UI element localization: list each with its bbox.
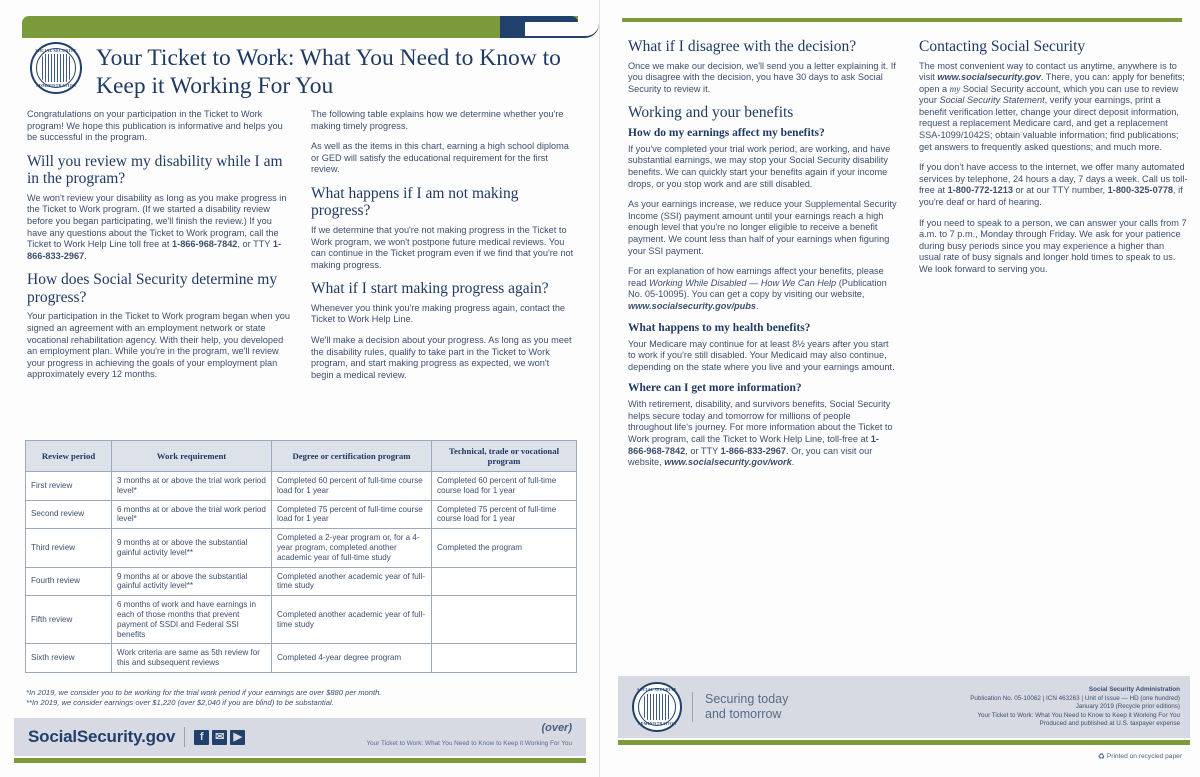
phone-ticket-help-line: 1-866-968-7842: [172, 239, 238, 250]
info-text-4: .: [791, 457, 795, 468]
heading-not-making-progress: What happens if I am not making progress?: [311, 184, 519, 220]
page-title: Your Ticket to Work: What You Need to Know to Keep it Working For You: [96, 45, 561, 99]
agency-tagline: [692, 692, 788, 722]
cell-technical-program: [432, 596, 577, 644]
pub-text-1: For an explanation of how earnings affect your benefits, please read: [628, 266, 884, 288]
heading-determine-progress: How does Social Security determine my progress?: [27, 271, 278, 306]
seal-top-text: SOCIAL SECURITY: [35, 48, 77, 53]
header-notch-inner-shape: [525, 22, 599, 36]
recycled-paper-label: Printed on recycled paper: [1106, 753, 1182, 760]
publication-date-line: January 2019 (Recycle prior editions): [1075, 703, 1180, 710]
left-content-columns: [27, 109, 575, 390]
ssa-seal-icon: [30, 42, 82, 94]
youtube-icon[interactable]: ▶: [230, 730, 245, 745]
publication-expense-line: Produced and published at U.S. taxpayer expense: [1039, 720, 1180, 727]
cell-review-period: Fifth review: [26, 596, 112, 644]
timely-progress-table: [25, 440, 577, 673]
left-page-footer: [14, 718, 586, 756]
publication-title-line: Your Ticket to Work: What You Need to Know to Keep it Working For You: [977, 711, 1180, 719]
header-green-bar: [22, 16, 578, 38]
pub-text-3: .: [755, 300, 759, 311]
right-header-green-bar: [622, 18, 1182, 22]
right-page-footer: [618, 676, 1190, 738]
footer-green-bar: [618, 740, 1190, 745]
contact-text-1: The most convenient way to contact us anytime, anywhere is to visit: [919, 60, 1177, 83]
table-row: [26, 472, 577, 501]
phone-main: 1-800-772-1213: [947, 185, 1013, 196]
recycled-paper-notice: [1098, 752, 1182, 761]
seal-top-text: SOCIAL SECURITY: [637, 688, 677, 692]
right-content-columns: [628, 34, 1188, 478]
info-text-1: With retirement, disability, and survivors benefits, Social Security helps secure today and tomorrow for millions of people throughout life's journey. For more information about the Ticket to Work program, call the Ticket to Work Help Line, toll-free at: [628, 399, 893, 445]
table-row: [26, 596, 577, 644]
facebook-icon[interactable]: f: [194, 730, 209, 745]
socialsecurity-gov-label[interactable]: SocialSecurity.gov: [28, 727, 176, 746]
phone-tty: 1-866-833-2967: [720, 445, 787, 456]
cell-technical-program: Completed 60 percent of full-time course load for 1 year: [432, 472, 577, 501]
seal-eagle-emblem: [42, 54, 70, 82]
tel-text-2: or at our TTY number,: [1013, 185, 1108, 196]
left-column-b: [311, 109, 574, 390]
table-row: [26, 644, 577, 673]
paragraph-working-while-disabled-pub: [628, 266, 897, 312]
twitter-icon[interactable]: ✉: [212, 730, 227, 745]
right-page: [600, 0, 1200, 777]
pub-text-2: (Publication No. 05-10095). You can get a copy by visiting our website,: [628, 277, 887, 300]
tagline-line-2: and tomorrow: [705, 707, 782, 721]
tagline-line-1: Securing today: [705, 692, 789, 706]
contact-text-3: Social Security account, which you can use to review your: [919, 83, 1179, 106]
table-header-row: [26, 441, 577, 472]
publication-info: [970, 686, 1180, 729]
cell-degree-program: Completed a 2-year program or, for a 4-year program, completed another academic year of full-time study: [272, 529, 432, 567]
over-label: (over): [541, 722, 572, 734]
cell-review-period: First review: [26, 472, 112, 501]
paragraph-disagree-decision: Once we make our decision, we'll send you a letter explaining it. If you disagree with the decision, you have 30 days to ask Social Security to review it.: [628, 60, 896, 94]
para-text-1: We won't review your disability as long as you make progress in the Ticket to Work program. (If we started a disability review before you began participating, we'll finish the review.) If you have any questions about the Ticket to Work program, call the Ticket to Work Help Line toll free at: [27, 192, 287, 250]
cell-review-period: Fourth review: [26, 567, 112, 596]
statement-title-italic: Social Security Statement: [939, 95, 1045, 106]
cell-technical-program: [432, 644, 577, 673]
paragraph-online-services: [919, 61, 1188, 154]
link-socialsecurity-work[interactable]: www.socialsecurity.gov/work: [664, 457, 792, 468]
cell-review-period: Third review: [26, 529, 112, 567]
paragraph-table-intro: The following table explains how we determine whether you're making timely progress.: [311, 109, 564, 131]
phone-tty-main: 1-800-325-0778: [1107, 185, 1174, 196]
footer-divider: [184, 727, 185, 747]
table-row: [26, 500, 577, 529]
recycle-icon: ♻: [1097, 752, 1105, 761]
cell-degree-program: Completed 4-year degree program: [272, 644, 432, 673]
heading-review-disability: Will you review my disability while I am in the program?: [27, 152, 283, 188]
info-text-3: . Or, you can visit our website,: [628, 445, 873, 468]
footnote-double-asterisk: **In 2019, we consider earnings over $1,220 (over $2,040 if you are blind) to be substantial.: [26, 698, 334, 707]
contact-text-4: , verify your earnings, print a benefit verification letter, change your direct deposit information, request a replacement Medicare card, and get a replacement SSA-1099/1042S; obtain valuable information; find publications; get answers to frequently asked questions; and much more.: [919, 95, 1179, 152]
my-italic: my: [949, 83, 961, 94]
para-text-3: .: [84, 250, 87, 261]
heading-health-benefits: What happens to my health benefits?: [628, 321, 811, 334]
para-text-2: , or TTY: [237, 239, 273, 250]
intro-paragraph: Congratulations on your participation in the Ticket to Work program! We hope this publication is informative and helps you be successful in the program.: [27, 109, 283, 143]
cell-work-requirement: 6 months at or above the trial work period level*: [112, 500, 272, 529]
paragraph-determine-progress: Your participation in the Ticket to Work program began when you signed an agreement with an employment network or state vocational rehabilitation agency. With their help, you developed an employment plan. While you're in the program, we'll review your progress in achieving the goals of your employment plan approximately every 12 months.: [27, 311, 291, 380]
contact-text-2: . There, you can: apply for benefits; open a: [919, 72, 1185, 94]
paragraph-telephone-services: [919, 162, 1188, 208]
publication-number-line: Publication No. 05-10062 | ICN 463263 | Unit of Issue — HD (one hundred): [970, 694, 1180, 702]
footnote-single-asterisk: *In 2019, we consider you to be working for the trial work period if your earnings are over $880 per month.: [26, 688, 382, 697]
paragraph-decision-about-progress: We'll make a decision about your progress. As long as you meet the disability rules, qualify to take part in the Ticket to Work program, and start making progress as expected, we won't begin a medical review.: [311, 335, 572, 380]
cell-technical-program: [432, 567, 577, 596]
phone-tty: 1-866-833-2967: [27, 239, 281, 261]
table-row: [26, 529, 577, 567]
paragraph-more-information: [628, 399, 897, 469]
footer-publication-caption: Your Ticket to Work: What You Need to Know to Keep it Working For You: [366, 740, 572, 747]
publication-title-italic: Working While Disabled — How We Can Help: [648, 277, 837, 288]
publisher-name: Social Security Administration: [1088, 686, 1180, 693]
link-socialsecurity-pubs[interactable]: www.socialsecurity.gov/pubs: [628, 300, 756, 311]
paragraph-not-making-progress: If we determine that you're not making progress in the Ticket to Work program, we won't postpone future medical reviews. You can continue in the Ticket program even if we find that you're not making progress.: [311, 224, 574, 270]
cell-work-requirement: 9 months at or above the substantial gainful activity level**: [112, 529, 272, 567]
link-socialsecurity-gov[interactable]: www.socialsecurity.gov: [937, 72, 1041, 83]
table-footnotes: [26, 688, 566, 708]
paragraph-speak-to-person: If you need to speak to a person, we can answer your calls from 7 a.m. to 7 p.m., Monday through Friday. We ask for your patience during busy periods since you may experience a higher than usual rate of busy signals and longer hold times to speak to us. We look forward to serving you.: [919, 217, 1187, 274]
right-column-a: [628, 34, 897, 478]
left-column-a: [27, 109, 290, 390]
column-header-review-period: Review period: [26, 441, 112, 472]
cell-work-requirement: 3 months at or above the trial work period level*: [112, 472, 272, 501]
heading-contacting-social-security: Contacting Social Security: [919, 38, 1086, 55]
phone-ticket-help-line: 1-866-968-7842: [628, 434, 879, 456]
paragraph-health-benefits: Your Medicare may continue for at least 8½ years after you start to work if you're still disabled. Your Medicaid may also continue, depending on the state where you live and your earnings amount.: [628, 338, 895, 372]
seal-bottom-text: ADMINISTRATION: [35, 83, 77, 88]
tel-text-1: If you don't have access to the internet, we offer many automated services by telephone, 24 hours a day, 7 days a week. Call us toll-free at: [919, 162, 1188, 196]
cell-technical-program: Completed the program: [432, 529, 577, 567]
column-header-degree-program: Degree or certification program: [272, 441, 432, 472]
right-column-b: [919, 34, 1188, 478]
heading-disagree-decision: What if I disagree with the decision?: [628, 38, 857, 55]
info-text-2: , or TTY: [685, 445, 721, 456]
cell-work-requirement: 9 months at or above the substantial gainful activity level**: [112, 567, 272, 596]
paragraph-review-disability: [27, 193, 290, 263]
cell-degree-program: Completed 75 percent of full-time course load for 1 year: [272, 500, 432, 529]
cell-degree-program: Completed 60 percent of full-time course load for 1 year: [272, 472, 432, 501]
tel-text-3: , if you're deaf or hard of hearing.: [919, 185, 1183, 208]
heading-start-progress-again: What if I start making progress again?: [311, 280, 549, 298]
column-header-work-requirement: Work requirement: [112, 441, 272, 472]
paragraph-ssi-reduction: As your earnings increase, we reduce your Supplemental Security Income (SSI) payment amount until your earnings reach a high enough level that you're no longer eligible to receive a benefit payment. We count less than half of your earnings when figuring your SSI payment.: [628, 199, 897, 256]
column-header-technical-program: Technical, trade or vocational program: [432, 441, 577, 472]
seal-eagle-emblem: [644, 694, 670, 720]
footer-green-bar: [14, 758, 586, 763]
cell-work-requirement: 6 months of work and have earnings in each of those months that prevent payment of SSDI and Federal SSI benefits: [112, 596, 272, 644]
title-block: [30, 42, 570, 100]
paragraph-contact-help-line: Whenever you think you're making progress again, contact the Ticket to Work Help Line.: [311, 302, 566, 325]
table-row: [26, 567, 577, 596]
seal-bottom-text: ADMINISTRATION: [637, 722, 677, 726]
ssa-seal-icon: [632, 682, 682, 732]
cell-degree-program: Completed another academic year of full-time study: [272, 567, 432, 596]
cell-review-period: Second review: [26, 500, 112, 529]
heading-more-information: Where can I get more information?: [628, 382, 802, 395]
heading-working-and-benefits: Working and your benefits: [628, 104, 794, 122]
cell-degree-program: Completed another academic year of full-time study: [272, 596, 432, 644]
paragraph-education-requirement: As well as the items in this chart, earning a high school diploma or GED will satisfy the educational requirement for the first review.: [311, 141, 569, 175]
cell-work-requirement: Work criteria are same as 5th review for this and subsequent reviews: [112, 644, 272, 673]
paragraph-earnings-affect-benefits: If you've completed your trial work period, are working, and have substantial earnings, we may stop your Social Security disability benefits. We can quickly start your benefits again if your income drops, or you stop work and are still disabled.: [628, 143, 891, 189]
cell-review-period: Sixth review: [26, 644, 112, 673]
heading-earnings-affect-benefits: How do my earnings affect my benefits?: [628, 126, 825, 139]
cell-technical-program: Completed 75 percent of full-time course load for 1 year: [432, 500, 577, 529]
